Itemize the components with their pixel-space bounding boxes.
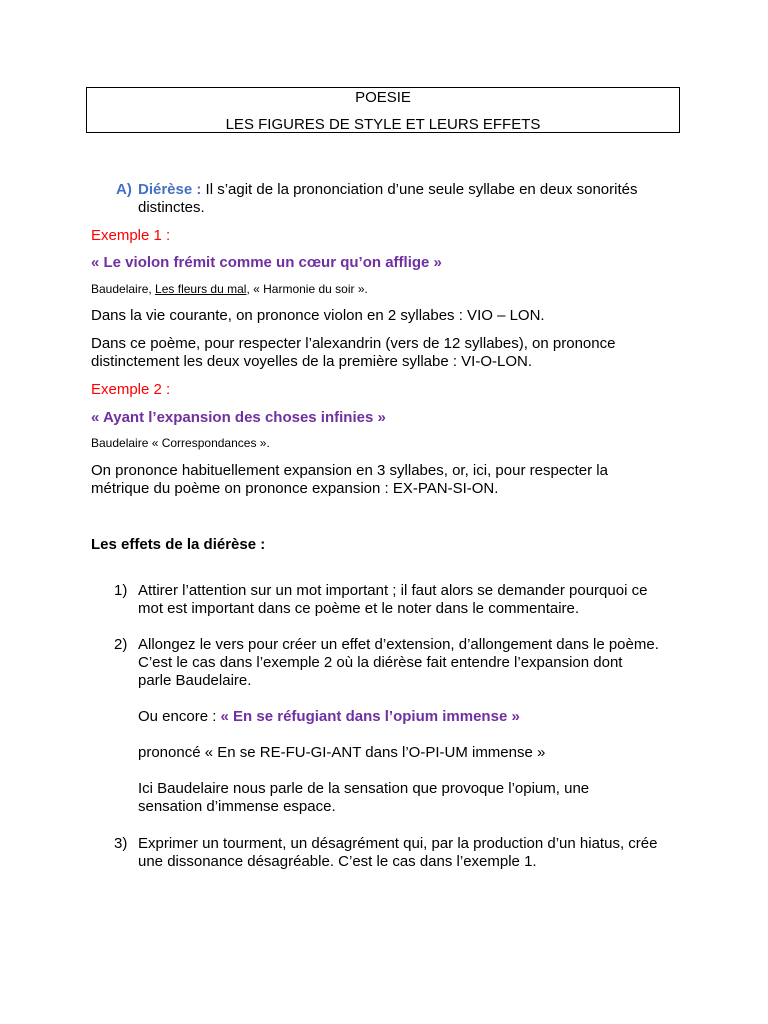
source-poem: , « Harmonie du soir ». (246, 282, 368, 296)
example-2-source: Baudelaire « Correspondances ». (91, 436, 270, 450)
effect-1-line-1: Attirer l’attention sur un mot important ; il faut alors se demander pourquoi ce (138, 582, 648, 599)
effect-3-line-2: une dissonance désagréable. C’est le cas dans l’exemple 1. (138, 853, 537, 870)
effect-1-number: 1) (114, 582, 128, 599)
title-box (86, 87, 680, 133)
title-line-2: LES FIGURES DE STYLE ET LEURS EFFETS (225, 116, 541, 133)
example-1-quote: « Le violon frémit comme un cœur qu’on afflige » (91, 254, 442, 271)
effect-2-line-1: Allongez le vers pour créer un effet d’extension, d’allongement dans le poème. (138, 636, 659, 653)
effect-2-line-3: parle Baudelaire. (138, 672, 252, 689)
example-2-paragraph-line-1: On prononce habituellement expansion en 3 syllabes, or, ici, pour respecter la (91, 462, 608, 479)
section-definition-line-1 (138, 181, 638, 199)
source-author: Baudelaire, (91, 282, 156, 296)
effect-3-number: 3) (114, 835, 128, 852)
effect-2-number: 2) (114, 636, 128, 653)
section-marker: A) (116, 181, 132, 198)
effect-2-note-line-2: sensation d’immense espace. (138, 798, 336, 815)
encore-prefix: Ou encore : (138, 708, 221, 725)
term-label: Diérèse : (138, 181, 202, 198)
example-2-paragraph-line-2: métrique du poème on prononce expansion : EX-PAN-SI-ON. (91, 480, 499, 497)
example-1-paragraph-2-line-2: distinctement les deux voyelles de la première syllabe : VI-O-LON. (91, 353, 533, 370)
example-2-label: Exemple 2 : (91, 381, 171, 398)
effect-3-line-1: Exprimer un tourment, un désagrément qui, par la production d’un hiatus, crée (138, 835, 658, 852)
effect-2-encore (138, 708, 520, 726)
effect-2-line-2: C’est le cas dans l’exemple 2 où la diérèse fait entendre l’expansion dont (138, 654, 623, 671)
example-1-paragraph-2-line-1: Dans ce poème, pour respecter l’alexandrin (vers de 12 syllabes), on prononce (91, 335, 616, 352)
effects-heading: Les effets de la diérèse : (91, 536, 266, 553)
effect-2-note-line-1 (138, 780, 589, 798)
example-1-paragraph-1: Dans la vie courante, on prononce violon en 2 syllabes : VIO – LON. (91, 307, 545, 324)
section-definition-line-2: distinctes. (138, 199, 205, 216)
example-1-label: Exemple 1 : (91, 227, 171, 244)
definition-text: Il s’agit de la prononciation d’une seule syllabe en deux sonorités (201, 181, 638, 198)
effect-1-line-2: mot est important dans ce poème et le noter dans le commentaire. (138, 600, 580, 617)
effect-2-pronounced: prononcé « En se RE-FU-GI-ANT dans l’O-PI-UM immense » (138, 744, 546, 761)
title-line-1: POESIE (355, 89, 411, 106)
note-text: Ici Baudelaire nous parle de la sensation que provoque l’opium, une (138, 780, 590, 797)
example-2-quote: « Ayant l’expansion des choses infinies » (91, 409, 386, 426)
example-1-source (91, 282, 368, 297)
encore-quote: « En se réfugiant dans l’opium immense » (220, 708, 520, 725)
source-title: Les fleurs du mal (155, 282, 247, 296)
